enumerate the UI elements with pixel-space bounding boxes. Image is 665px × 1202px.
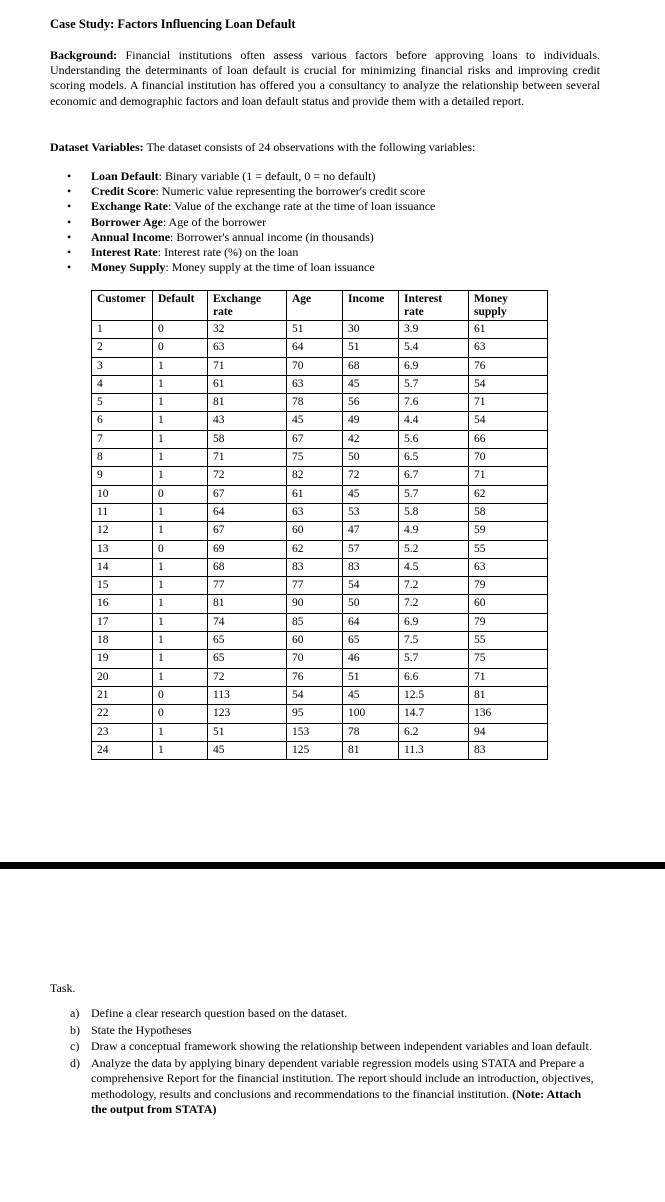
table-cell: 0 — [153, 321, 208, 339]
table-cell: 47 — [343, 522, 399, 540]
table-cell: 1 — [153, 467, 208, 485]
bullet-icon: • — [67, 214, 72, 229]
table-cell: 5 — [92, 394, 153, 412]
table-row — [92, 705, 548, 723]
variable-name: Interest Rate — [91, 245, 158, 260]
table-cell: 60 — [287, 632, 343, 650]
table-row — [92, 558, 548, 576]
table-cell: 45 — [343, 485, 399, 503]
table-cell: 1 — [153, 449, 208, 467]
table-cell: 81 — [343, 741, 399, 759]
table-cell: 125 — [287, 741, 343, 759]
table-cell: 153 — [287, 723, 343, 741]
table-cell: 75 — [287, 449, 343, 467]
table-cell: 5.2 — [399, 540, 469, 558]
table-cell: 1 — [153, 632, 208, 650]
table-cell: 71 — [469, 668, 548, 686]
table-cell: 5.7 — [399, 650, 469, 668]
table-cell: 67 — [287, 430, 343, 448]
table-cell: 45 — [208, 741, 287, 759]
table-cell: 51 — [208, 723, 287, 741]
background-label: Background: — [50, 48, 118, 62]
table-cell: 51 — [343, 668, 399, 686]
table-cell: 1 — [92, 321, 153, 339]
dataset-intro-label: Dataset Variables: — [50, 140, 144, 154]
table-cell: 72 — [208, 668, 287, 686]
table-cell: 46 — [343, 650, 399, 668]
table-cell: 71 — [208, 357, 287, 375]
table-row — [92, 375, 548, 393]
table-body — [92, 321, 548, 760]
table-cell: 54 — [343, 577, 399, 595]
dataset-table — [91, 290, 548, 760]
table-cell: 95 — [287, 705, 343, 723]
table-cell: 56 — [343, 394, 399, 412]
table-cell: 123 — [208, 705, 287, 723]
table-row — [92, 686, 548, 704]
table-row — [92, 741, 548, 759]
table-cell: 60 — [469, 595, 548, 613]
table-cell: 85 — [287, 613, 343, 631]
table-row — [92, 339, 548, 357]
table-row — [92, 577, 548, 595]
document-title: Case Study: Factors Influencing Loan Default — [50, 17, 296, 31]
table-cell: 76 — [469, 357, 548, 375]
task-item — [70, 1023, 595, 1039]
bullet-icon: • — [67, 199, 72, 214]
table-cell: 0 — [153, 540, 208, 558]
table-cell: 16 — [92, 595, 153, 613]
table-cell: 63 — [287, 375, 343, 393]
table-row — [92, 449, 548, 467]
table-cell: 14.7 — [399, 705, 469, 723]
table-cell: 1 — [153, 613, 208, 631]
column-header-customer: Customer — [92, 291, 153, 321]
table-cell: 71 — [469, 394, 548, 412]
column-header-exchange-rate: Exchange rate — [208, 291, 287, 321]
dataset-intro — [50, 140, 600, 155]
table-cell: 32 — [208, 321, 287, 339]
table-cell: 54 — [469, 412, 548, 430]
table-cell: 42 — [343, 430, 399, 448]
table-cell: 83 — [287, 558, 343, 576]
task-label: Task. — [50, 981, 76, 995]
table-row — [92, 522, 548, 540]
table-cell: 65 — [208, 650, 287, 668]
table-cell: 77 — [287, 577, 343, 595]
table-cell: 45 — [343, 686, 399, 704]
table-cell: 70 — [469, 449, 548, 467]
table-cell: 64 — [287, 339, 343, 357]
table-row — [92, 540, 548, 558]
table-cell: 79 — [469, 613, 548, 631]
table-cell: 63 — [469, 558, 548, 576]
table-cell: 67 — [208, 485, 287, 503]
variable-desc: : Numeric value representing the borrower's credit score — [155, 184, 426, 199]
table-cell: 76 — [287, 668, 343, 686]
variable-item — [50, 199, 610, 214]
bullet-icon: • — [67, 260, 72, 275]
task-marker: d) — [70, 1055, 80, 1070]
table-row — [92, 430, 548, 448]
variable-desc: : Age of the borrower — [162, 214, 267, 229]
table-cell: 82 — [287, 467, 343, 485]
table-cell: 79 — [469, 577, 548, 595]
table-row — [92, 595, 548, 613]
table-cell: 3 — [92, 357, 153, 375]
table-cell: 6.5 — [399, 449, 469, 467]
variable-name: Money Supply — [91, 260, 166, 275]
task-item — [70, 1039, 595, 1055]
table-cell: 14 — [92, 558, 153, 576]
variable-name: Exchange Rate — [91, 199, 168, 214]
table-cell: 0 — [153, 339, 208, 357]
table-cell: 74 — [208, 613, 287, 631]
variable-item — [50, 230, 610, 245]
table-cell: 71 — [469, 467, 548, 485]
column-header-interest-rate: Interest rate — [399, 291, 469, 321]
variable-item — [50, 169, 610, 184]
table-cell: 61 — [469, 321, 548, 339]
table-cell: 50 — [343, 449, 399, 467]
table-cell: 71 — [208, 449, 287, 467]
table-cell: 21 — [92, 686, 153, 704]
table-cell: 69 — [208, 540, 287, 558]
table-cell: 90 — [287, 595, 343, 613]
table-row — [92, 485, 548, 503]
table-cell: 0 — [153, 485, 208, 503]
bullet-icon: • — [67, 245, 72, 260]
table-cell: 6.6 — [399, 668, 469, 686]
task-text: Analyze the data by applying binary dependent variable regression models using STATA and Prepare a comprehensive Report for the financial institution. The report should include an introduction, objectives, methodology, results and conclusions and recommendations to the financial institution. — [91, 1055, 594, 1101]
table-cell: 62 — [469, 485, 548, 503]
table-cell: 1 — [153, 503, 208, 521]
table-cell: 10 — [92, 485, 153, 503]
table-row — [92, 613, 548, 631]
table-cell: 68 — [208, 558, 287, 576]
table-cell: 0 — [153, 705, 208, 723]
table-cell: 1 — [153, 723, 208, 741]
table-cell: 11.3 — [399, 741, 469, 759]
table-cell: 1 — [153, 375, 208, 393]
variable-item — [50, 260, 610, 275]
task-list — [70, 1006, 595, 1119]
table-cell: 77 — [208, 577, 287, 595]
table-header-row — [92, 291, 548, 321]
table-row — [92, 357, 548, 375]
table-cell: 5.7 — [399, 375, 469, 393]
table-cell: 24 — [92, 741, 153, 759]
table-cell: 8 — [92, 449, 153, 467]
table-cell: 7.6 — [399, 394, 469, 412]
table-row — [92, 503, 548, 521]
table-cell: 23 — [92, 723, 153, 741]
column-header-default: Default — [153, 291, 208, 321]
table-cell: 12 — [92, 522, 153, 540]
table-cell: 68 — [343, 357, 399, 375]
task-marker: a) — [70, 1006, 80, 1020]
table-cell: 1 — [153, 668, 208, 686]
table-cell: 6.9 — [399, 357, 469, 375]
table-cell: 45 — [343, 375, 399, 393]
table-cell: 53 — [343, 503, 399, 521]
table-row — [92, 412, 548, 430]
table-row — [92, 321, 548, 339]
table-cell: 9 — [92, 467, 153, 485]
table-cell: 75 — [469, 650, 548, 668]
table-cell: 6 — [92, 412, 153, 430]
variable-name: Credit Score — [91, 184, 156, 199]
table-cell: 78 — [343, 723, 399, 741]
table-cell: 5.7 — [399, 485, 469, 503]
table-cell: 72 — [343, 467, 399, 485]
task-item — [70, 1056, 595, 1118]
table-cell: 59 — [469, 522, 548, 540]
table-cell: 55 — [469, 632, 548, 650]
table-cell: 6.2 — [399, 723, 469, 741]
table-cell: 1 — [153, 522, 208, 540]
table-cell: 5.4 — [399, 339, 469, 357]
table-cell: 13 — [92, 540, 153, 558]
task-marker: b) — [70, 1022, 80, 1037]
background-paragraph — [50, 48, 600, 109]
table-cell: 4.4 — [399, 412, 469, 430]
table-cell: 54 — [287, 686, 343, 704]
table-cell: 4.9 — [399, 522, 469, 540]
column-header-money-supply: Money supply — [469, 291, 548, 321]
table-cell: 5.6 — [399, 430, 469, 448]
table-cell: 43 — [208, 412, 287, 430]
table-cell: 58 — [208, 430, 287, 448]
table-row — [92, 467, 548, 485]
table-cell: 22 — [92, 705, 153, 723]
table-cell: 66 — [469, 430, 548, 448]
table-cell: 7.2 — [399, 595, 469, 613]
table-cell: 100 — [343, 705, 399, 723]
table-cell: 1 — [153, 558, 208, 576]
table-cell: 81 — [469, 686, 548, 704]
table-row — [92, 723, 548, 741]
table-cell: 4.5 — [399, 558, 469, 576]
variable-desc: : Interest rate (%) on the loan — [157, 245, 299, 260]
background-text: Financial institutions often assess various factors before approving loans to individuals. Understanding the determinants of loan default is crucial for minimizing financial risks and improving credit scoring models. A financial institution has offered you a consultancy to analyze the relationship between several economic and demographic factors and loan default status and provide them with a detailed report. — [50, 48, 600, 108]
task-marker: c) — [70, 1039, 80, 1053]
variable-item — [50, 245, 610, 260]
table-cell: 17 — [92, 613, 153, 631]
table-cell: 19 — [92, 650, 153, 668]
variable-desc: : Money supply at the time of loan issuance — [165, 260, 375, 275]
variable-desc: : Borrower's annual income (in thousands) — [170, 229, 374, 244]
task-text: State the Hypotheses — [91, 1022, 192, 1037]
table-cell: 54 — [469, 375, 548, 393]
table-cell: 65 — [343, 632, 399, 650]
table-cell: 62 — [287, 540, 343, 558]
table-cell: 1 — [153, 650, 208, 668]
table-cell: 5.8 — [399, 503, 469, 521]
table-cell: 63 — [287, 503, 343, 521]
variable-item — [50, 215, 610, 230]
table-row — [92, 650, 548, 668]
table-cell: 57 — [343, 540, 399, 558]
table-cell: 50 — [343, 595, 399, 613]
table-cell: 60 — [287, 522, 343, 540]
table-cell: 6.7 — [399, 467, 469, 485]
table-cell: 1 — [153, 577, 208, 595]
table-cell: 30 — [343, 321, 399, 339]
bullet-icon: • — [67, 169, 72, 183]
table-cell: 3.9 — [399, 321, 469, 339]
table-cell: 4 — [92, 375, 153, 393]
table-cell: 1 — [153, 357, 208, 375]
table-cell: 1 — [153, 394, 208, 412]
column-header-income: Income — [343, 291, 399, 321]
table-cell: 15 — [92, 577, 153, 595]
table-cell: 61 — [287, 485, 343, 503]
table-cell: 2 — [92, 339, 153, 357]
table-cell: 61 — [208, 375, 287, 393]
table-cell: 20 — [92, 668, 153, 686]
column-header-age: Age — [287, 291, 343, 321]
table-cell: 78 — [287, 394, 343, 412]
table-cell: 70 — [287, 357, 343, 375]
table-cell: 81 — [208, 595, 287, 613]
table-cell: 1 — [153, 430, 208, 448]
table-cell: 94 — [469, 723, 548, 741]
table-cell: 70 — [287, 650, 343, 668]
table-cell: 11 — [92, 503, 153, 521]
table-cell: 136 — [469, 705, 548, 723]
table-cell: 7.2 — [399, 577, 469, 595]
table-cell: 64 — [208, 503, 287, 521]
table-cell: 65 — [208, 632, 287, 650]
table-cell: 7 — [92, 430, 153, 448]
variable-name: Borrower Age — [91, 214, 163, 229]
table-cell: 58 — [469, 503, 548, 521]
variable-desc: : Binary variable (1 = default, 0 = no default) — [158, 169, 376, 183]
dataset-intro-text: The dataset consists of 24 observations with the following variables: — [143, 140, 476, 154]
table-cell: 81 — [208, 394, 287, 412]
table-cell: 7.5 — [399, 632, 469, 650]
section-divider — [0, 862, 665, 869]
table-cell: 1 — [153, 741, 208, 759]
table-cell: 12.5 — [399, 686, 469, 704]
table-cell: 51 — [287, 321, 343, 339]
table-cell: 64 — [343, 613, 399, 631]
table-cell: 83 — [343, 558, 399, 576]
variable-item — [50, 184, 610, 199]
table-cell: 67 — [208, 522, 287, 540]
table-cell: 0 — [153, 686, 208, 704]
task-note: (Note: Attach the output from STATA) — [91, 1086, 582, 1116]
task-text: Draw a conceptual framework showing the relationship between independent variables and loan default. — [91, 1039, 592, 1053]
table-cell: 51 — [343, 339, 399, 357]
variable-list — [50, 169, 610, 275]
bullet-icon: • — [67, 184, 72, 199]
table-cell: 63 — [469, 339, 548, 357]
variable-name: Loan Default — [91, 169, 159, 183]
table-row — [92, 668, 548, 686]
table-cell: 45 — [287, 412, 343, 430]
table-cell: 72 — [208, 467, 287, 485]
table-cell: 83 — [469, 741, 548, 759]
variable-name: Annual Income — [91, 229, 171, 244]
table-row — [92, 632, 548, 650]
table-cell: 18 — [92, 632, 153, 650]
table-row — [92, 394, 548, 412]
table-cell: 49 — [343, 412, 399, 430]
table-cell: 1 — [153, 595, 208, 613]
table-cell: 1 — [153, 412, 208, 430]
task-item — [70, 1006, 595, 1022]
variable-desc: : Value of the exchange rate at the time of loan issuance — [168, 199, 436, 214]
table-cell: 63 — [208, 339, 287, 357]
task-text: Define a clear research question based on the dataset. — [91, 1006, 348, 1020]
table-cell: 55 — [469, 540, 548, 558]
table-cell: 113 — [208, 686, 287, 704]
bullet-icon: • — [67, 229, 72, 244]
table-cell: 6.9 — [399, 613, 469, 631]
